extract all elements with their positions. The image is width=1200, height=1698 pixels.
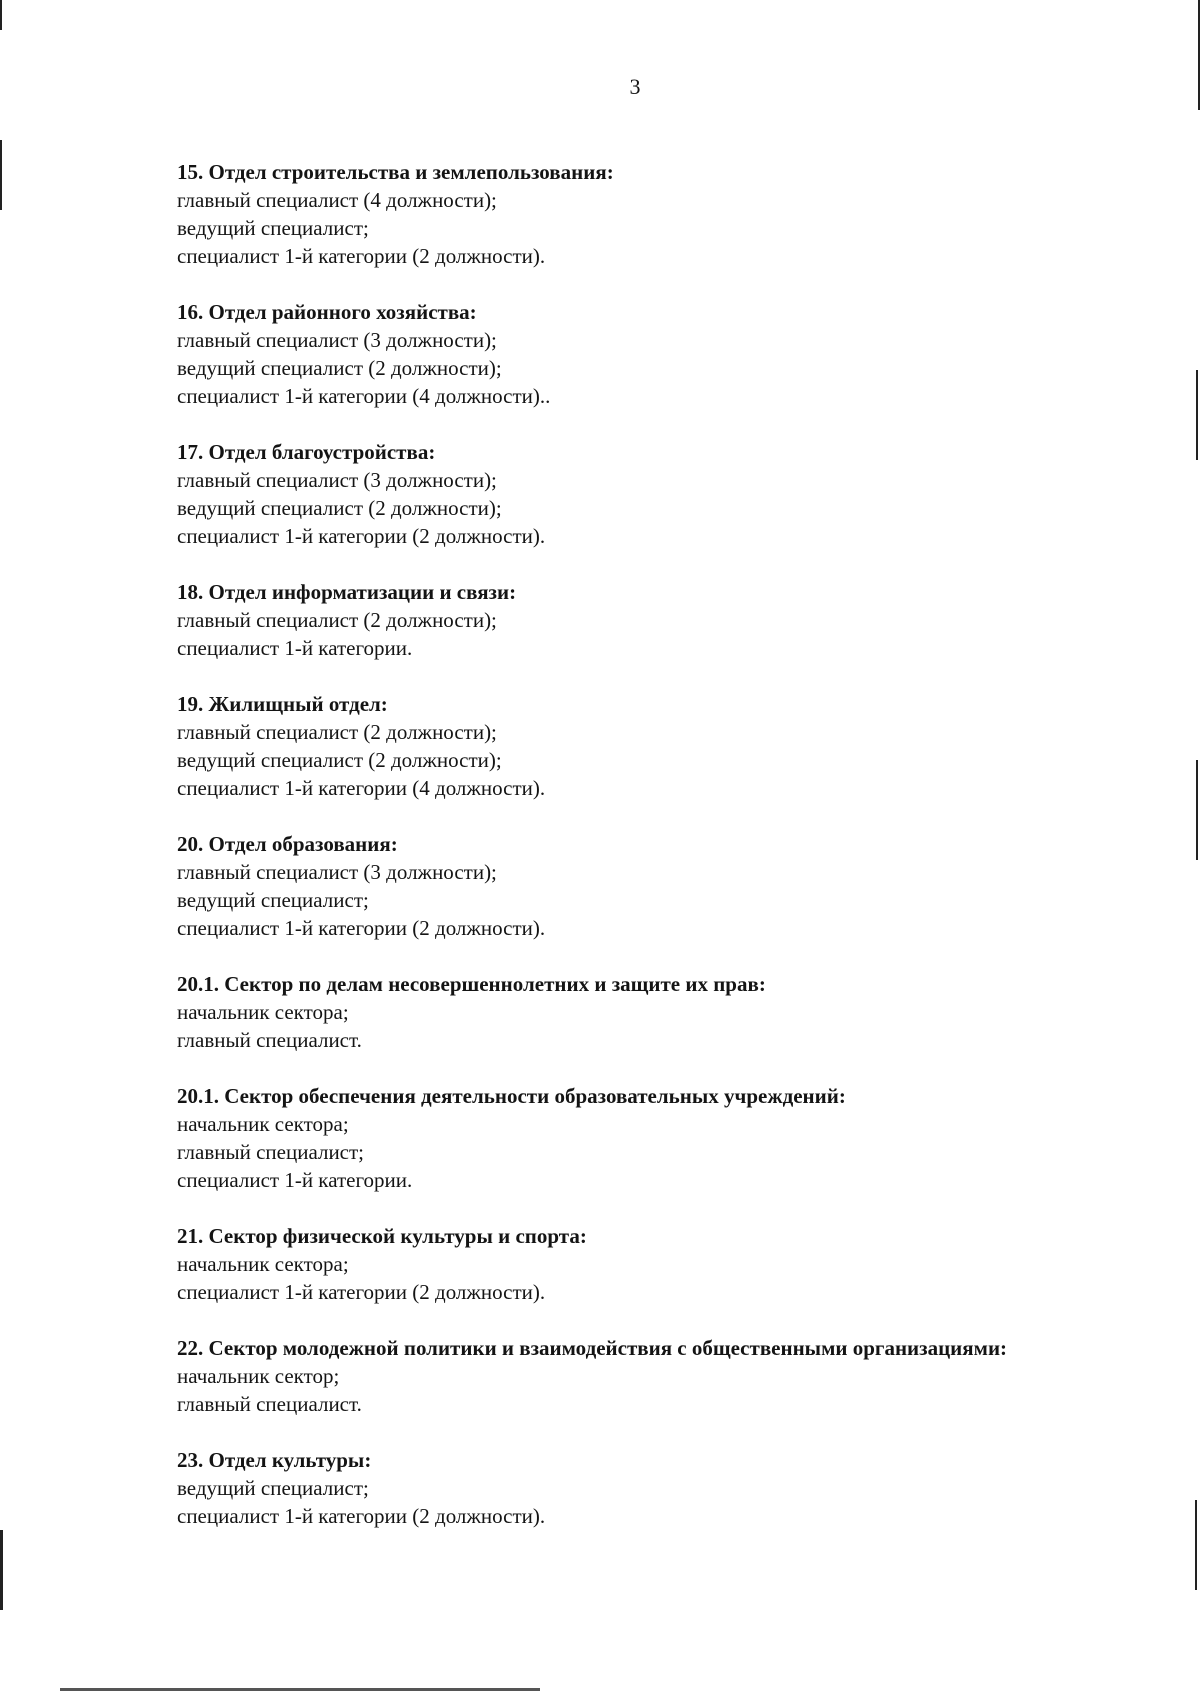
scan-edge-mark [1195,1500,1197,1590]
position-line: специалист 1-й категории. [177,636,413,660]
section-title: 21. Сектор физической культуры и спорта: [177,1224,587,1248]
section-title: 19. Жилищный отдел: [177,692,388,716]
position-line: главный специалист. [177,1028,362,1052]
section-18 [177,578,1177,662]
position-line: ведущий специалист (2 должности); [177,496,502,520]
scan-edge-mark [0,0,2,30]
section-title: 20. Отдел образования: [177,832,398,856]
position-line: специалист 1-й категории (2 должности). [177,1280,546,1304]
scan-edge-mark [0,1530,3,1610]
page-number: 3 [629,74,641,99]
position-line: специалист 1-й категории (2 должности). [177,244,546,268]
scan-edge-mark [1196,370,1198,460]
section-title: 15. Отдел строительства и землепользования: [177,160,614,184]
position-line: ведущий специалист; [177,1476,369,1500]
position-line: специалист 1-й категории (2 должности). [177,916,546,940]
position-line: начальник сектора; [177,1252,349,1276]
position-line: специалист 1-й категории. [177,1168,413,1192]
document-body [177,158,1177,1558]
section-15 [177,158,1177,270]
scan-edge-mark [0,140,2,210]
position-line: специалист 1-й категории (4 должности).. [177,384,551,408]
position-line: ведущий специалист; [177,216,369,240]
position-line: специалист 1-й категории (4 должности). [177,776,546,800]
position-line: главный специалист (4 должности); [177,188,497,212]
section-20-1-education-support [177,1082,1177,1194]
position-line: начальник сектора; [177,1000,349,1024]
position-line: ведущий специалист; [177,888,369,912]
section-title: 16. Отдел районного хозяйства: [177,300,477,324]
section-17 [177,438,1177,550]
position-line: ведущий специалист (2 должности); [177,356,502,380]
section-title: 17. Отдел благоустройства: [177,440,436,464]
section-title: 23. Отдел культуры: [177,1448,372,1472]
position-line: специалист 1-й категории (2 должности). [177,524,546,548]
section-title: 22. Сектор молодежной политики и взаимодействия с общественными организациями: [177,1336,1008,1360]
section-title: 20.1. Сектор обеспечения деятельности образовательных учреждений: [177,1084,846,1108]
position-line: главный специалист; [177,1140,365,1164]
section-title: 18. Отдел информатизации и связи: [177,580,517,604]
section-23 [177,1446,1177,1530]
position-line: главный специалист (2 должности); [177,608,497,632]
position-line: главный специалист (3 должности); [177,468,497,492]
section-title: 20.1. Сектор по делам несовершеннолетних и защите их прав: [177,972,766,996]
section-19 [177,690,1177,802]
section-22 [177,1334,1177,1418]
position-line: начальник сектора; [177,1112,349,1136]
position-line: главный специалист (3 должности); [177,860,497,884]
section-16 [177,298,1177,410]
position-line: главный специалист (3 должности); [177,328,497,352]
position-line: главный специалист. [177,1392,362,1416]
section-21 [177,1222,1177,1306]
position-line: специалист 1-й категории (2 должности). [177,1504,546,1528]
position-line: начальник сектор; [177,1364,340,1388]
scan-edge-mark [60,1688,540,1691]
position-line: ведущий специалист (2 должности); [177,748,502,772]
section-20-1-minors [177,970,1177,1054]
section-20 [177,830,1177,942]
position-line: главный специалист (2 должности); [177,720,497,744]
scan-edge-mark [1196,760,1198,860]
